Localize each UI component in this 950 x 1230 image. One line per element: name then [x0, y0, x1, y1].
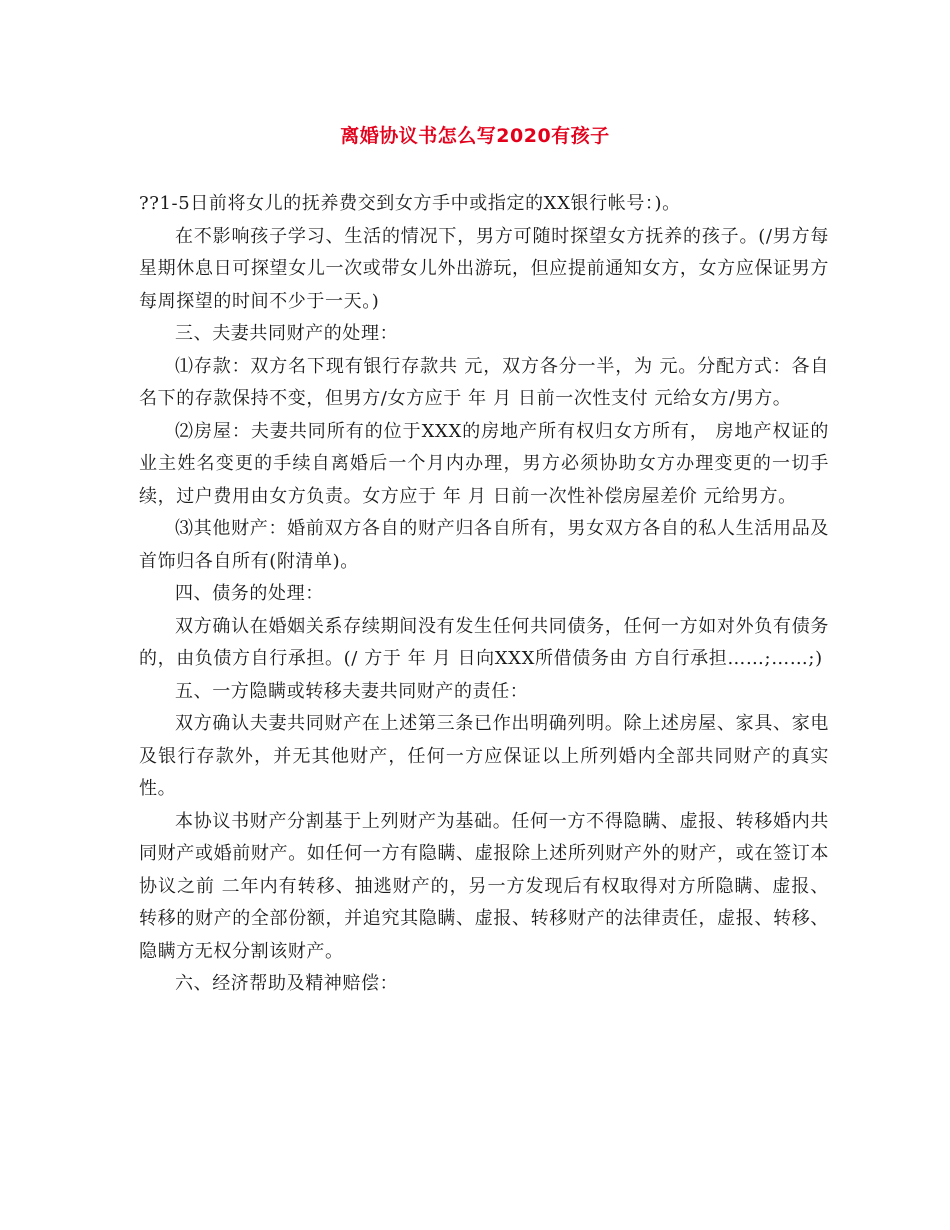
paragraph-debts: 双方确认在婚姻关系存续期间没有发生任何共同债务，任何一方如对外负有债务的，由负债方自行承担。(/ 方于 年 月 日向XXX所借债务由 方自行承担……;……;): [139, 615, 829, 669]
paragraph-housing: ⑵房屋：夫妻共同所有的位于XXX的房地产所有权归女方所有， 房地产权证的业主姓名变更的手续自离婚后一个月内办理，男方必须协助女方办理变更的一切手续，过户费用由女方负责。女方应于 年 月 日前一次性补偿房屋差价 元给男方。: [139, 420, 829, 507]
document-body: [139, 188, 829, 1001]
section-heading-concealment: 五、一方隐瞒或转移夫妻共同财产的责任：: [175, 680, 529, 702]
section-heading-economic-help: 六、经济帮助及精神赔偿：: [175, 973, 399, 994]
section-heading-debts: 四、债务的处理：: [175, 583, 324, 604]
paragraph-other-property: ⑶其他财产：婚前双方各自的财产归各自所有，男女双方各自的私人生活用品及首饰归各自所有(附清单)。: [139, 518, 829, 572]
paragraph-property-confirmation: 双方确认夫妻共同财产在上述第三条已作出明确列明。除上述房屋、家具、家电及银行存款外，并无其他财产，任何一方应保证以上所列婚内全部共同财产的真实性。: [139, 713, 829, 799]
paragraph-savings: ⑴存款：双方名下现有银行存款共 元，双方各分一半，为 元。分配方式：各自名下的存款保持不变，但男方/女方应于 年 月 日前一次性支付 元给女方/男方。: [139, 355, 829, 409]
paragraph-concealment-liability: 本协议书财产分割基于上列财产为基础。任何一方不得隐瞒、虚报、转移婚内共同财产或婚前财产。如任何一方有隐瞒、虚报除上述所列财产外的财产，或在签订本协议之前 二年内有转移、抽逃财产的，另一方发现后有权取得对方所隐瞒、虚报、转移的财产的全部份额，并追究其隐瞒、虚报、转移财产的法律责任，虚报、转移、隐瞒方无权分割该财产。: [139, 810, 829, 962]
paragraph-visitation-rights: 在不影响孩子学习、生活的情况下，男方可随时探望女方抚养的孩子。(/男方每星期休息日可探望女儿一次或带女儿外出游玩，但应提前通知女方，女方应保证男方每周探望的时间不少于一天。): [139, 225, 829, 312]
paragraph-child-support-payment: ??1-5日前将女儿的抚养费交到女方手中或指定的XX银行帐号：)。: [139, 193, 681, 214]
section-heading-joint-property: 三、夫妻共同财产的处理：: [175, 323, 399, 344]
document-title: 离婚协议书怎么写2020有孩子: [340, 125, 610, 147]
